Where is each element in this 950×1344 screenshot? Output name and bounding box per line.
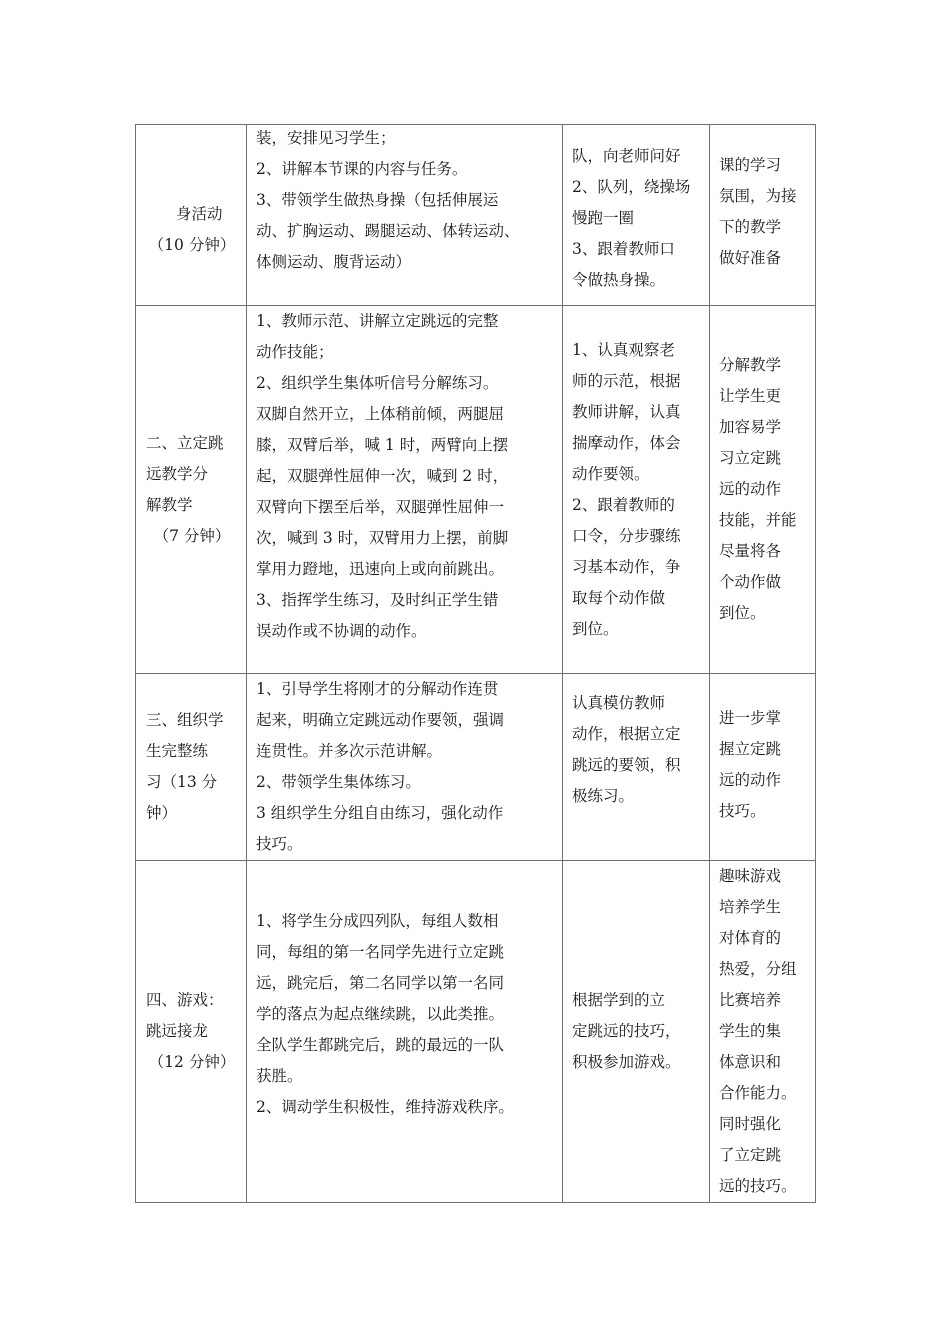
purpose-line: 下的教学	[719, 218, 782, 236]
student-line: 2、跟着教师的	[572, 496, 675, 514]
table-row	[136, 125, 816, 306]
stage-line: 钟）	[146, 804, 178, 822]
student-line: 认真模仿教师	[572, 694, 666, 712]
student-line: 2、队列，绕操场	[572, 178, 691, 196]
table-row	[136, 306, 816, 674]
purpose-line: 了立定跳	[719, 1146, 782, 1164]
student-line: 慢跑一圈	[572, 209, 635, 227]
teacher-line: 1、引导学生将刚才的分解动作连贯	[256, 680, 499, 698]
teacher-line: 学的落点为起点继续跳，以此类推。	[256, 1005, 505, 1023]
teacher-line: 动、扩胸运动、踢腿运动、体转运动、	[256, 222, 520, 240]
teacher-line: 3 组织学生分组自由练习，强化动作	[256, 804, 504, 822]
purpose-line: 让学生更	[719, 387, 782, 405]
purpose-line: 握立定跳	[719, 740, 782, 758]
student-line: 令做热身操。	[572, 271, 666, 289]
stage-line: 解教学	[146, 495, 193, 514]
lesson-plan-table	[135, 124, 816, 1203]
teacher-activity-cell	[247, 674, 563, 861]
teacher-activity-cell	[247, 306, 563, 674]
stage-line: （12 分钟）	[148, 1053, 236, 1071]
teacher-line: 双臂向下摆至后举，双腿弹性屈伸一	[256, 498, 505, 516]
student-line: 根据学到的立	[572, 991, 666, 1009]
purpose-line: 分解教学	[719, 356, 782, 374]
student-line: 揣摩动作，体会	[572, 434, 681, 452]
stage-line: 三、组织学	[146, 711, 224, 729]
teacher-line: 起来，明确立定跳远动作要领，强调	[256, 711, 505, 729]
teacher-line: 次，喊到 3 时，双臂用力上摆，前脚	[256, 529, 509, 547]
purpose-line: 远的动作	[719, 771, 782, 789]
purpose-line: 远的动作	[719, 480, 782, 498]
stage-cell	[136, 125, 247, 306]
student-activity-cell	[563, 861, 710, 1203]
purpose-line: 对体育的	[719, 929, 782, 947]
student-line: 动作要领。	[572, 465, 650, 483]
purpose-line: 习立定跳	[719, 449, 782, 467]
student-line: 积极参加游戏。	[572, 1053, 681, 1071]
teacher-line: 连贯性。并多次示范讲解。	[256, 742, 443, 760]
student-line: 动作，根据立定	[572, 725, 681, 743]
teacher-line: 2、带领学生集体练习。	[256, 773, 421, 791]
purpose-line: 加容易学	[719, 418, 782, 436]
teacher-line: 2、调动学生积极性，维持游戏秩序。	[256, 1098, 514, 1116]
teacher-line: 体侧运动、腹背运动）	[256, 253, 412, 271]
teacher-line: 3、指挥学生练习，及时纠正学生错	[256, 591, 499, 609]
student-line: 3、跟着教师口	[572, 240, 675, 258]
student-activity-cell	[563, 674, 710, 861]
teacher-line: 全队学生都跳完后，跳的最远的一队	[256, 1036, 505, 1054]
purpose-line: 进一步掌	[719, 709, 782, 727]
student-activity-cell	[563, 125, 710, 306]
purpose-line: 同时强化	[719, 1115, 782, 1133]
teacher-line: 技巧。	[256, 835, 303, 853]
student-line: 跳远的要领，积	[572, 756, 681, 774]
purpose-line: 远的技巧。	[719, 1177, 797, 1195]
purpose-line: 技能，并能	[719, 511, 797, 529]
purpose-line: 技巧。	[719, 802, 766, 820]
teacher-line: 1、将学生分成四列队，每组人数相	[256, 912, 499, 930]
stage-line: 二、立定跳	[146, 433, 224, 452]
teacher-line: 1、教师示范、讲解立定跳远的完整	[256, 312, 499, 330]
student-line: 取每个动作做	[572, 589, 666, 607]
purpose-cell	[710, 306, 816, 674]
stage-line: （7 分钟）	[153, 526, 231, 545]
purpose-line: 热爱，分组	[719, 960, 797, 978]
stage-line: （10 分钟）	[148, 236, 236, 254]
teacher-line: 获胜。	[256, 1067, 303, 1085]
teacher-line: 同，每组的第一名同学先进行立定跳	[256, 943, 505, 961]
teacher-line: 膝，双臂后举，喊 1 时，两臂向上摆	[256, 436, 509, 454]
student-line: 1、认真观察老	[572, 341, 675, 359]
stage-line: 习（13 分	[146, 773, 218, 791]
purpose-line: 趣味游戏	[719, 867, 782, 885]
stage-line: 生完整练	[146, 742, 209, 760]
stage-cell	[136, 306, 247, 674]
purpose-line: 学生的集	[719, 1022, 782, 1040]
teacher-line: 掌用力蹬地，迅速向上或向前跳出。	[256, 560, 505, 578]
teacher-line: 动作技能；	[256, 343, 334, 361]
student-line: 师的示范，根据	[572, 372, 681, 390]
stage-cell	[136, 861, 247, 1203]
purpose-line: 个动作做	[719, 573, 782, 591]
teacher-activity-cell	[247, 861, 563, 1203]
teacher-line: 误动作或不协调的动作。	[256, 622, 427, 640]
student-line: 教师讲解，认真	[572, 403, 681, 421]
purpose-line: 做好准备	[719, 249, 782, 267]
teacher-activity-cell	[247, 125, 563, 306]
student-line: 队，向老师问好	[572, 147, 681, 165]
stage-line: 远教学分	[146, 464, 209, 483]
teacher-line: 2、组织学生集体听信号分解练习。	[256, 374, 499, 392]
stage-line: 四、游戏：	[146, 991, 224, 1009]
student-line: 到位。	[572, 620, 619, 638]
purpose-cell	[710, 125, 816, 306]
student-activity-cell	[563, 306, 710, 674]
student-line: 极练习。	[572, 787, 635, 805]
student-line: 习基本动作，争	[572, 558, 681, 576]
teacher-line: 装，安排见习学生；	[256, 129, 396, 147]
purpose-cell	[710, 861, 816, 1203]
student-line: 口令，分步骤练	[572, 527, 681, 545]
teacher-line: 3、带领学生做热身操（包括伸展运	[256, 191, 499, 209]
purpose-line: 合作能力。	[719, 1084, 797, 1102]
stage-line: 跳远接龙	[146, 1022, 209, 1040]
purpose-line: 课的学习	[719, 156, 782, 174]
teacher-line: 起，双腿弹性屈伸一次，喊到 2 时，	[256, 467, 509, 485]
table-row	[136, 674, 816, 861]
purpose-line: 体意识和	[719, 1053, 782, 1071]
teacher-line: 远，跳完后，第二名同学以第一名同	[256, 974, 505, 992]
stage-line: 身活动	[176, 205, 223, 223]
student-line: 定跳远的技巧，	[572, 1022, 681, 1040]
purpose-line: 培养学生	[719, 898, 782, 916]
purpose-line: 尽量将各	[719, 542, 782, 560]
purpose-line: 氛围，为接	[719, 187, 797, 205]
purpose-line: 比赛培养	[719, 991, 782, 1009]
teacher-line: 双脚自然开立，上体稍前倾，两腿屈	[256, 405, 505, 423]
stage-cell	[136, 674, 247, 861]
table-row	[136, 861, 816, 1203]
purpose-cell	[710, 674, 816, 861]
teacher-line: 2、讲解本节课的内容与任务。	[256, 160, 468, 178]
purpose-line: 到位。	[719, 604, 766, 622]
